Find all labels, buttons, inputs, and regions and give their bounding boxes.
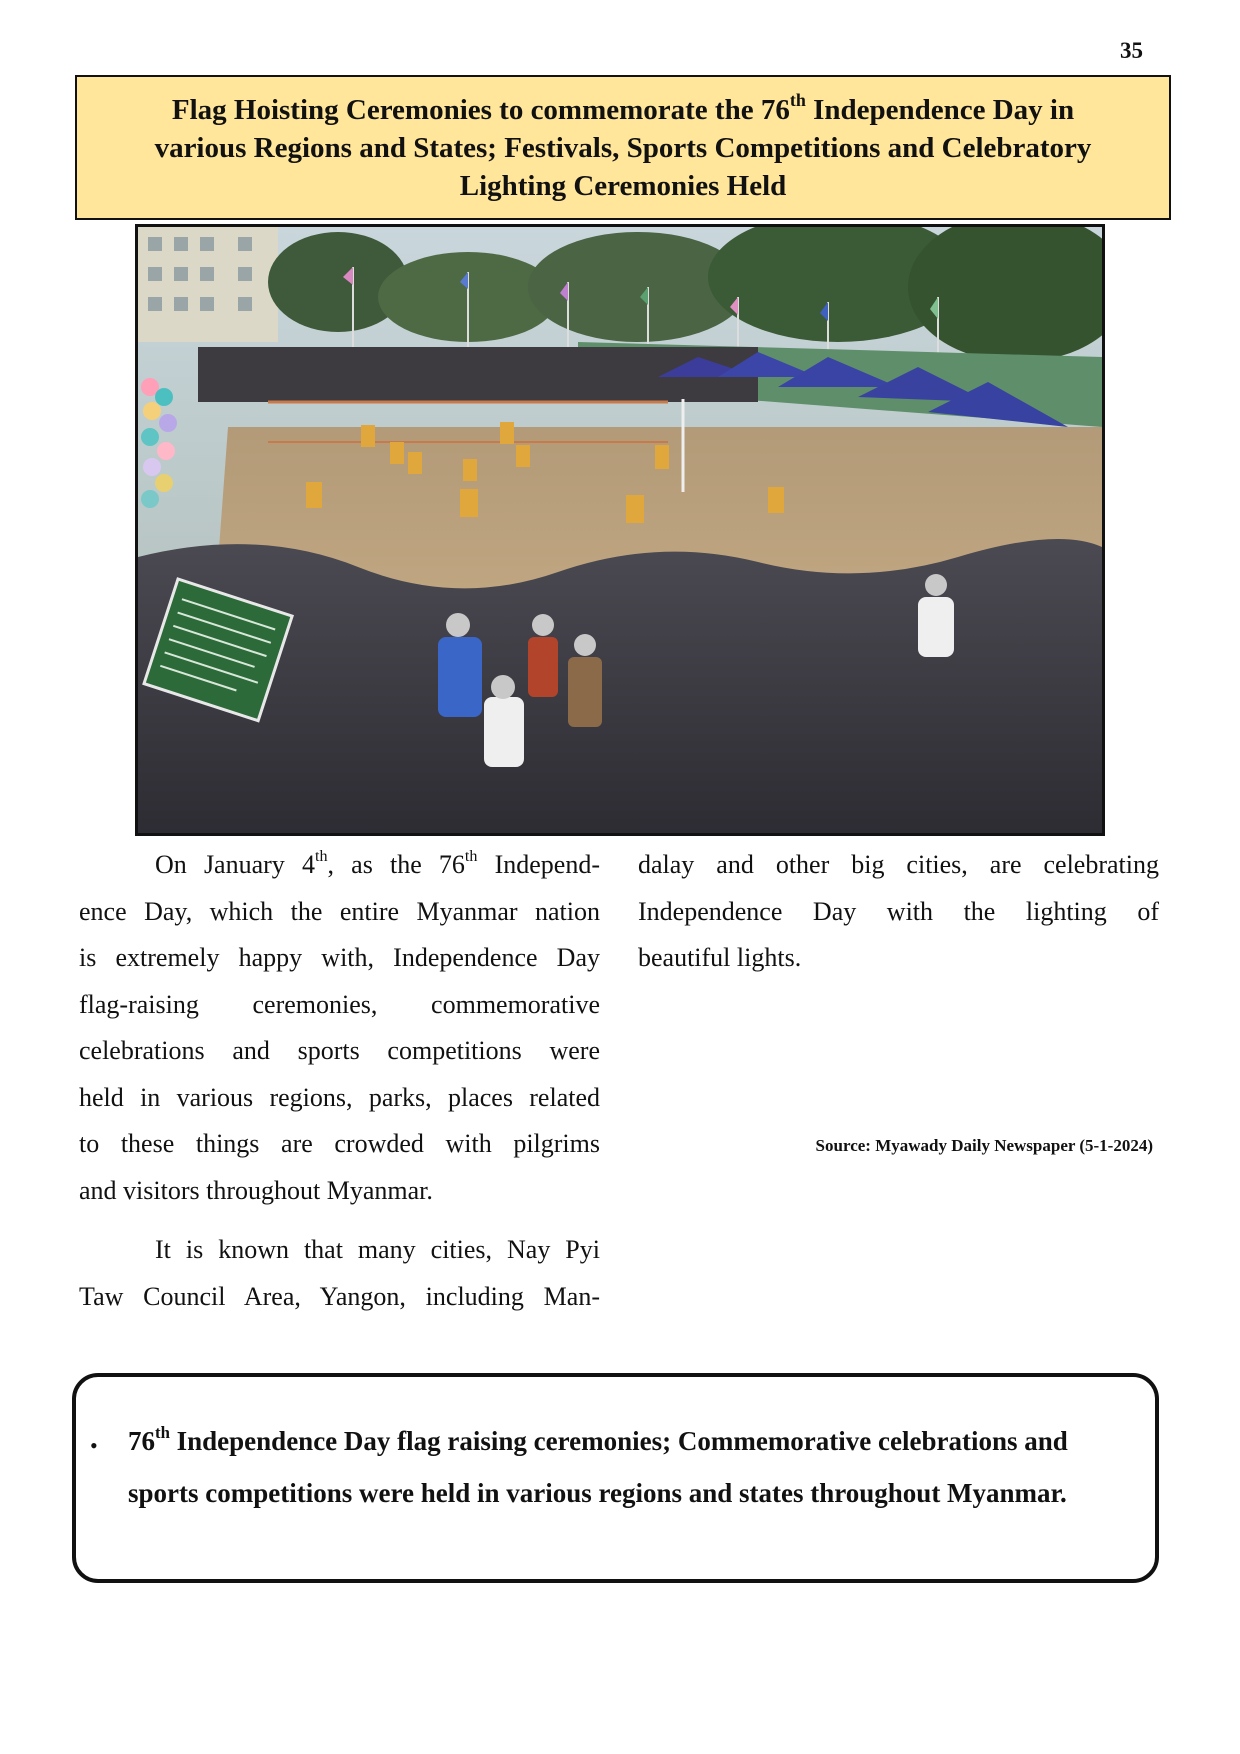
article-right-column <box>638 842 1159 982</box>
paragraph-3-line-1: dalay and other big cities, are celebrating <box>638 850 1159 879</box>
summary-box <box>72 1373 1159 1583</box>
volleyball-match-photo <box>138 227 1102 833</box>
paragraph-1-line-1: On January 4th, as the 76th Independ- <box>155 848 600 879</box>
page-number: 35 <box>1120 38 1143 63</box>
paragraph-2-line-1: It is known that many cities, Nay Pyi <box>155 1235 600 1264</box>
summary-line-1: 76th Independence Day flag raising ceremonies; Commemorative celebrations and <box>128 1423 1068 1456</box>
title-line-1: Flag Hoisting Ceremonies to commemorate the 76th Independence Day in <box>171 89 1075 126</box>
paragraph-1-line-3: is extremely happy with, Independence Day <box>79 943 600 972</box>
source-credit: Source: Myawady Daily Newspaper (5-1-2024) <box>815 1136 1153 1155</box>
paragraph-1-line-5: celebrations and sports competitions were <box>79 1036 600 1065</box>
article-left-column <box>79 842 600 1320</box>
paragraph-3-line-3: beautiful lights. <box>638 943 802 972</box>
title-box <box>75 75 1171 220</box>
paragraph-1-line-2: ence Day, which the entire Myanmar nation <box>79 896 600 926</box>
paragraph-2-line-2: Taw Council Area, Yangon, including Man- <box>79 1281 600 1311</box>
news-photo <box>135 224 1105 836</box>
paragraph-1-line-7: to these things are crowded with pilgrims <box>79 1129 600 1158</box>
paragraph-1-line-6: held in various regions, parks, places related <box>79 1082 600 1112</box>
summary-text <box>128 1415 1143 1519</box>
paragraph-1-line-8: and visitors throughout Myanmar. <box>79 1175 433 1205</box>
bullet-icon: • <box>90 1433 98 1458</box>
title-line-3: Lighting Ceremonies Held <box>459 169 787 202</box>
paragraph-3-line-2: Independence Day with the lighting of <box>638 896 1159 926</box>
paragraph-1-line-4: flag-raising ceremonies, commemorative <box>79 989 600 1019</box>
title-line-2: various Regions and States; Festivals, Sports Competitions and Celebratory <box>154 131 1092 164</box>
summary-line-2: sports competitions were held in various regions and states throughout Myanmar. <box>128 1478 1067 1508</box>
